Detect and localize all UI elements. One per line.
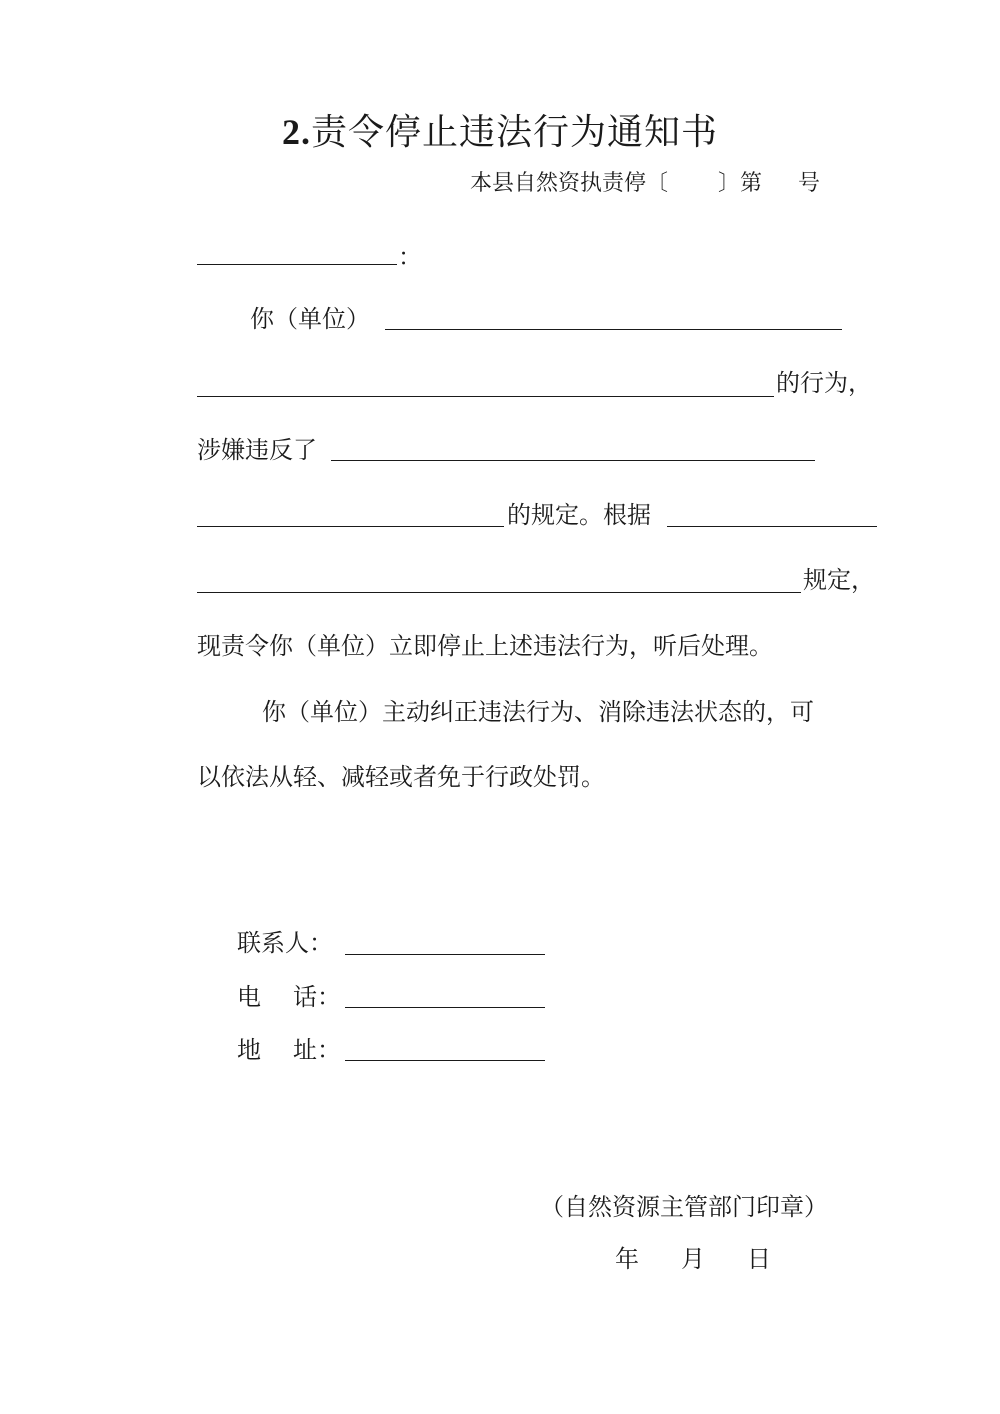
phone-label-2: 话： <box>293 983 341 1011</box>
page-title <box>0 110 1000 155</box>
p1-line5-end: 规定， <box>803 566 875 594</box>
date-month: 月 <box>681 1245 705 1273</box>
p1-line6: 现责令你（单位）立即停止上述违法行为，听后处理。 <box>197 632 773 660</box>
date-day: 日 <box>747 1245 771 1273</box>
title-text: 责令停止违法行为通知书 <box>310 112 718 153</box>
p1-start: 你（单位） <box>250 305 370 333</box>
doc-number-suffix: 号 <box>798 171 821 196</box>
address-label-2: 址： <box>293 1036 341 1064</box>
p1-line3-start: 涉嫌违反了 <box>197 436 317 464</box>
date-line <box>615 1244 771 1274</box>
p1-line4-mid: 的规定。根据 <box>507 501 651 529</box>
address-label <box>237 1035 341 1065</box>
basis-blank-2[interactable] <box>197 592 801 593</box>
doc-number-mid: 〕第 <box>718 171 763 196</box>
contact-blank[interactable] <box>345 954 545 955</box>
behavior-blank[interactable] <box>197 396 774 397</box>
phone-blank[interactable] <box>345 1007 545 1008</box>
document-number <box>470 170 820 198</box>
violated-law-blank[interactable] <box>331 460 815 461</box>
addressee-blank[interactable] <box>197 264 397 265</box>
contact-label: 联系人： <box>237 929 333 957</box>
phone-label <box>237 982 341 1012</box>
phone-label-1: 电 <box>237 983 261 1011</box>
address-blank[interactable] <box>345 1060 545 1061</box>
party-blank[interactable] <box>385 329 842 330</box>
date-year: 年 <box>615 1245 639 1273</box>
title-number: 2. <box>281 112 311 152</box>
seal-text: （自然资源主管部门印章） <box>540 1193 828 1221</box>
address-label-1: 地 <box>237 1036 261 1064</box>
p1-line2-end: 的行为， <box>776 369 872 397</box>
basis-blank[interactable] <box>667 526 877 527</box>
p2-line1: 你（单位）主动纠正违法行为、消除违法状态的，可 <box>262 698 814 726</box>
doc-number-prefix: 本县自然资执责停〔 <box>470 171 669 196</box>
addressee-colon: ： <box>398 243 422 271</box>
p2-line2: 以依法从轻、减轻或者免于行政处罚。 <box>197 763 605 791</box>
violated-law-blank-2[interactable] <box>197 526 504 527</box>
